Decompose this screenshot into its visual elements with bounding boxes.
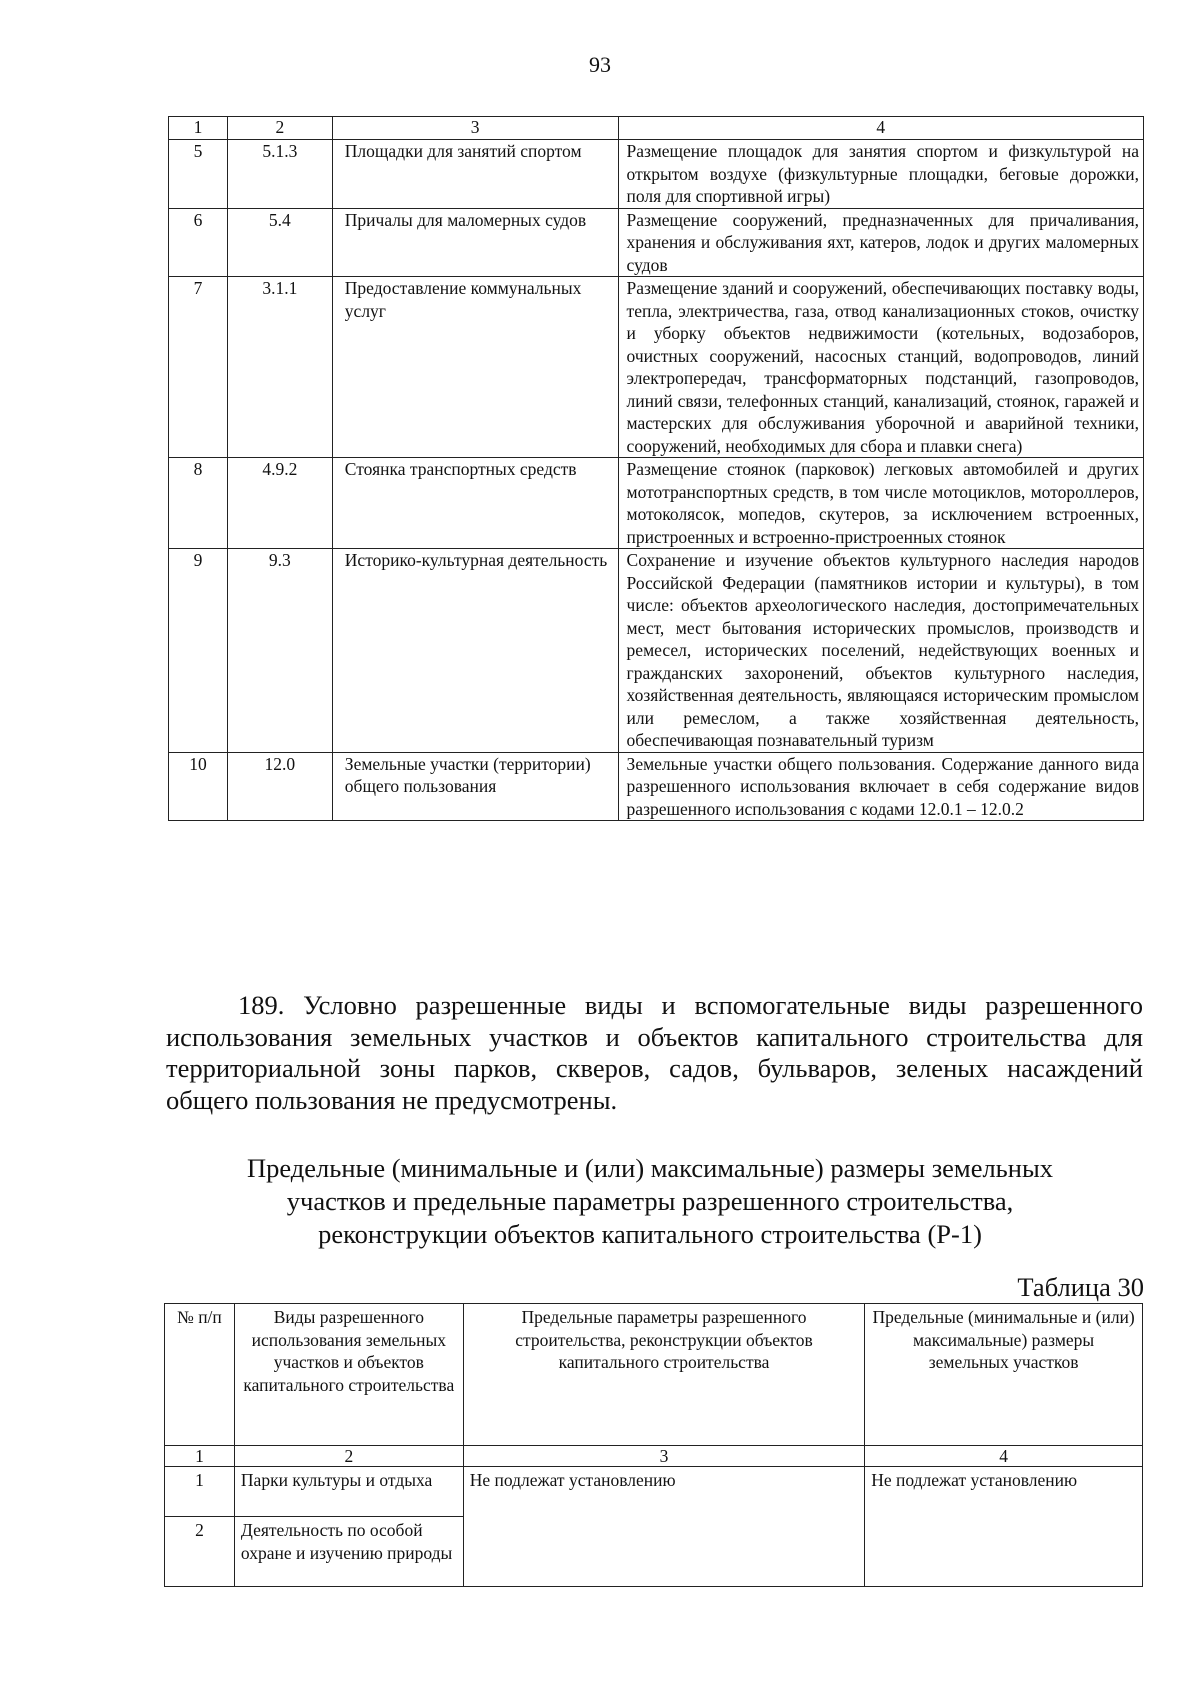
section-heading <box>150 1152 1150 1251</box>
use-description: Земельные участки общего пользования. Содержание данного вида разрешенного использования включает в себя содержание видов разрешенного использования с кодами 12.0.1 – 12.0.2 <box>618 752 1143 821</box>
table-caption: Таблица 30 <box>1017 1272 1144 1302</box>
column-number-2: 2 <box>227 117 332 140</box>
row-number: 1 <box>165 1467 235 1517</box>
use-code: 3.1.1 <box>227 277 332 458</box>
row-number: 9 <box>169 549 228 753</box>
use-code: 9.3 <box>227 549 332 753</box>
use-description: Размещение площадок для занятия спортом и физкультурой на открытом воздухе (физкультурные площадки, беговые дорожки, поля для спортивной игры) <box>618 140 1143 209</box>
use-name: Причалы для маломерных судов <box>332 208 618 277</box>
column-number-1: 1 <box>169 117 228 140</box>
column-number-3: 3 <box>463 1446 865 1467</box>
header-plot-sizes: Предельные (минимальные и (или) максимальные) размеры земельных участков <box>865 1304 1143 1446</box>
row-number: 5 <box>169 140 228 209</box>
use-code: 4.9.2 <box>227 458 332 549</box>
row-number: 2 <box>165 1517 235 1587</box>
page-number: 93 <box>589 52 611 77</box>
plot-sizes-value: Не подлежат установлению <box>865 1467 1143 1587</box>
use-name: Земельные участки (территории) общего пользования <box>332 752 618 821</box>
section-heading-line: реконструкции объектов капитального строительства (Р-1) <box>318 1219 982 1249</box>
header-number: № п/п <box>165 1304 235 1446</box>
use-name: Историко-культурная деятельность <box>332 549 618 753</box>
table-row <box>169 458 1144 549</box>
table-row <box>165 1467 1143 1517</box>
paragraph-189: 189. Условно разрешенные виды и вспомогательные виды разрешенного использования земельных участков и объектов капитального строительства для территориальной зоны парков, скверов, садов, бульваров, зеленых насаждений общего пользования не предусмотрены. <box>166 990 1143 1115</box>
section-heading-line: участков и предельные параметры разрешенного строительства, <box>286 1186 1014 1216</box>
limit-parameters-table <box>164 1303 1143 1587</box>
use-description: Размещение зданий и сооружений, обеспечивающих поставку воды, тепла, электричества, газа, отвод канализационных стоков, очистку и уборку объектов недвижимости (котельных, водозаборов, очистных сооружений, насосных станций, водопроводов, линий электропередач, трансформаторных подстанций, газопроводов, линий связи, телефонных станций, канализаций, стоянок, гаражей и мастерских для обслуживания уборочной и аварийной техники, сооружений, необходимых для сбора и плавки снега) <box>618 277 1143 458</box>
column-numbers-row <box>165 1446 1143 1467</box>
use-description: Размещение сооружений, предназначенных для причаливания, хранения и обслуживания яхт, катеров, лодок и других маломерных судов <box>618 208 1143 277</box>
column-number-4: 4 <box>618 117 1143 140</box>
use-name: Площадки для занятий спортом <box>332 140 618 209</box>
column-number-3: 3 <box>332 117 618 140</box>
use-description: Размещение стоянок (парковок) легковых автомобилей и других мототранспортных средств, в том числе мотоциклов, мотороллеров, мотоколясок, мопедов, скутеров, за исключением встроенных, пристроенных и встроенно-пристроенных стоянок <box>618 458 1143 549</box>
use-code: 5.4 <box>227 208 332 277</box>
permitted-uses-table <box>168 116 1144 821</box>
section-heading-line: Предельные (минимальные и (или) максимальные) размеры земельных <box>246 1153 1054 1183</box>
row-number: 7 <box>169 277 228 458</box>
use-name: Деятельность по особой охране и изучению природы <box>234 1517 463 1587</box>
row-number: 6 <box>169 208 228 277</box>
header-limit-parameters: Предельные параметры разрешенного строительства, реконструкции объектов капитального строительства <box>463 1304 865 1446</box>
row-number: 10 <box>169 752 228 821</box>
row-number: 8 <box>169 458 228 549</box>
table-header-row <box>165 1304 1143 1446</box>
column-number-4: 4 <box>865 1446 1143 1467</box>
limit-parameters-value: Не подлежат установлению <box>463 1467 865 1587</box>
use-code: 12.0 <box>227 752 332 821</box>
table-row <box>169 752 1144 821</box>
use-name: Предоставление коммунальных услуг <box>332 277 618 458</box>
use-name: Парки культуры и отдыха <box>234 1467 463 1517</box>
use-name: Стоянка транспортных средств <box>332 458 618 549</box>
column-number-1: 1 <box>165 1446 235 1467</box>
header-use-type: Виды разрешенного использования земельных участков и объектов капитального строительства <box>234 1304 463 1446</box>
column-number-2: 2 <box>234 1446 463 1467</box>
table-row <box>169 140 1144 209</box>
use-description: Сохранение и изучение объектов культурного наследия народов Российской Федерации (памятников истории и культуры), в том числе: объектов археологического наследия, достопримечательных мест, мест бытования исторических промыслов, производств и ремесел, исторических поселений, недействующих военных и гражданских захоронений, объектов культурного наследия, хозяйственная деятельность, являющаяся историческим промыслом или ремеслом, а также хозяйственная деятельность, обеспечивающая познавательный туризм <box>618 549 1143 753</box>
table-header-row <box>169 117 1144 140</box>
table-row <box>169 208 1144 277</box>
table-row <box>169 549 1144 753</box>
table-row <box>169 277 1144 458</box>
use-code: 5.1.3 <box>227 140 332 209</box>
